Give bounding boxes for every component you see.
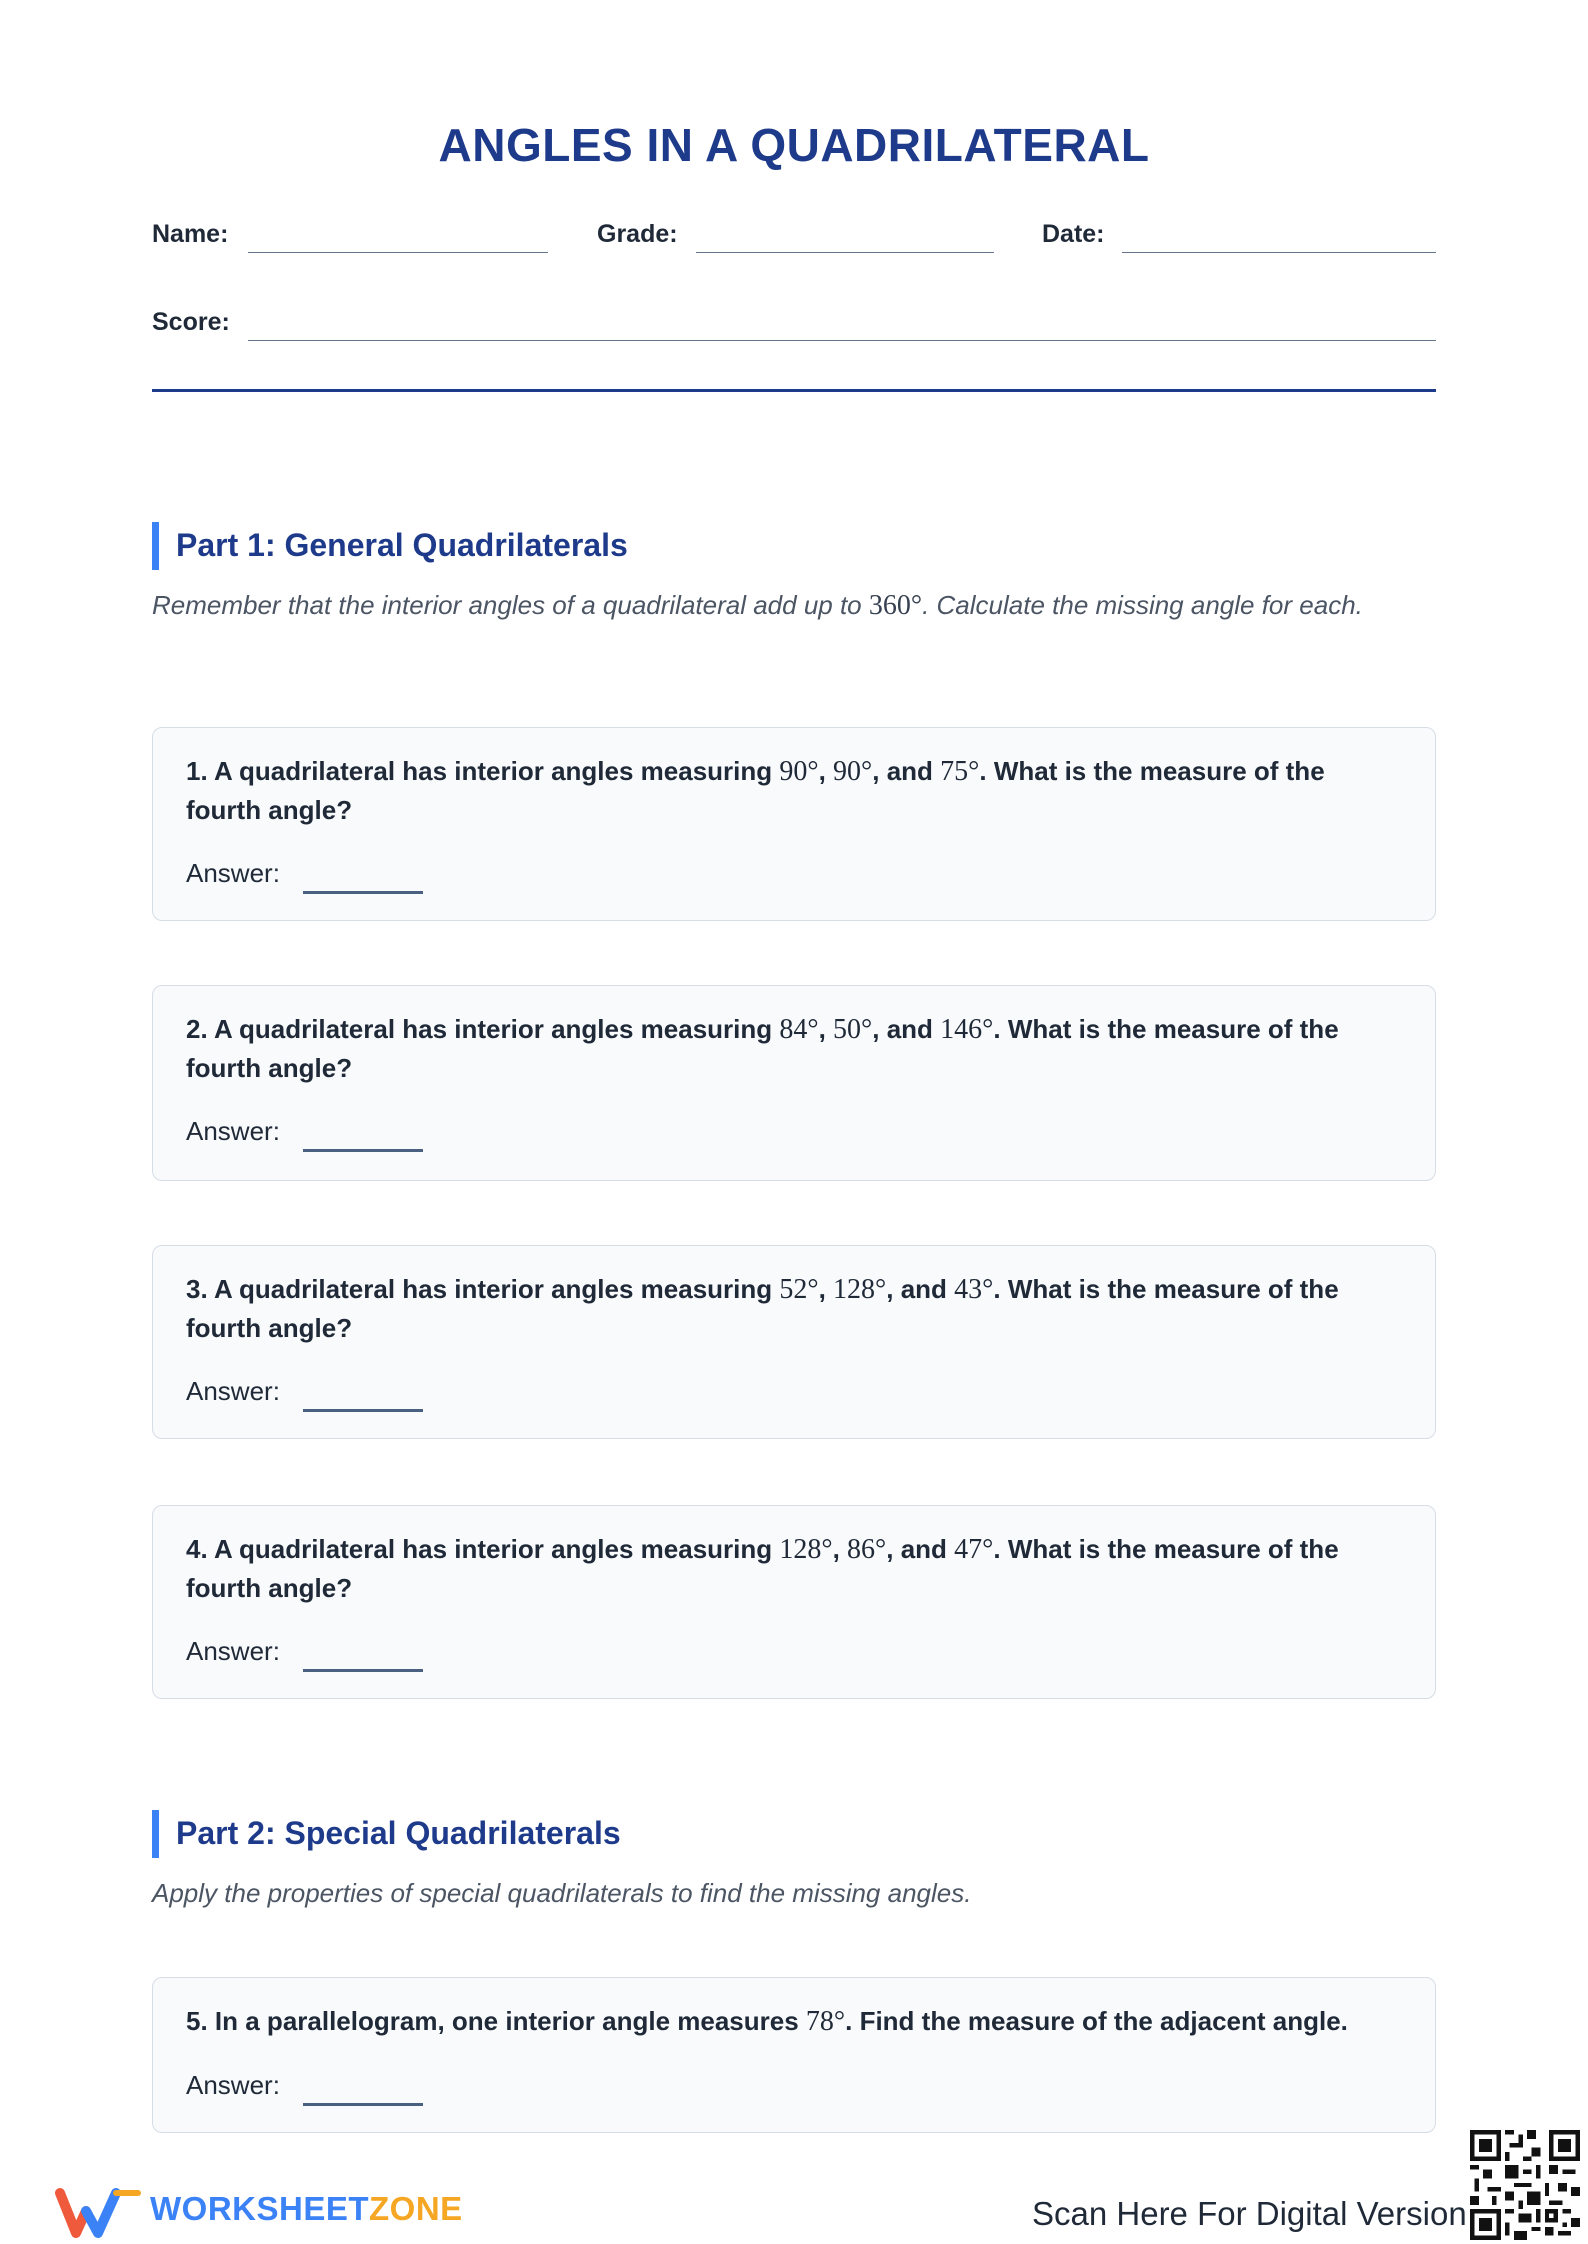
angle-value: 90° [833,756,873,787]
separator: , and [886,1274,955,1304]
separator: . [993,1274,1008,1304]
brand-text-part2: ZONE [369,2190,463,2227]
separator: , and [872,756,941,786]
angle-value: 90° [779,756,819,787]
part2-title: Part 2: Special Quadrilaterals [176,1815,621,1851]
answer-field-3[interactable] [303,1409,423,1412]
question-card-5 [152,1977,1436,2133]
question-number: 4. [186,1534,208,1564]
angle-value: 75° [940,756,980,787]
angle-sum-value: 360° [868,590,923,621]
question-card-3 [152,1245,1436,1439]
question-text [186,2002,1396,2041]
question-text [186,1010,1396,1088]
answer-label: Answer: [186,1116,280,1146]
question-tail: What is the measure of the fourth angle? [186,1274,1339,1343]
answer-label: Answer: [186,1376,280,1406]
qr-code-icon[interactable] [1470,2130,1580,2240]
question-card-2 [152,985,1436,1181]
part1-title: Part 1: General Quadrilaterals [176,527,628,563]
separator: . [979,756,994,786]
question-number: 1. [186,756,208,786]
question-tail: What is the measure of the fourth angle? [186,1534,1339,1603]
separator: , [818,756,834,786]
question-lead: In a parallelogram, one interior angle measures [214,2006,806,2036]
answer-field-1[interactable] [303,891,423,894]
angle-value: 128° [779,1534,833,1565]
question-tail: What is the measure of the fourth angle? [186,756,1325,825]
scan-caption: Scan Here For Digital Version [1032,2195,1467,2232]
angle-value: 86° [847,1534,887,1565]
angle-value: 43° [954,1274,994,1305]
angle-value: 146° [940,1014,994,1045]
question-number: 5. [186,2006,208,2036]
question-card-1 [152,727,1436,921]
answer-label: Answer: [186,858,280,888]
header-divider [152,389,1436,392]
part1-instructions [152,586,1436,625]
separator: . [845,2006,860,2036]
brand-text-part1: WORKSHEET [150,2190,369,2227]
name-label: Name: [152,220,229,248]
angle-value: 78° [805,2006,846,2037]
grade-field[interactable] [696,252,994,253]
angle-value: 84° [779,1014,819,1045]
question-text [186,1530,1396,1608]
angle-value: 47° [954,1534,994,1565]
page-title: ANGLES IN A QUADRILATERAL [438,119,1150,171]
answer-field-5[interactable] [303,2103,423,2106]
separator: . [993,1014,1008,1044]
question-number: 3. [186,1274,208,1304]
answer-field-4[interactable] [303,1669,423,1672]
separator: , and [886,1534,955,1564]
separator: , [818,1274,834,1304]
date-label: Date: [1042,220,1105,248]
date-field[interactable] [1122,252,1436,253]
separator: , [832,1534,848,1564]
answer-label: Answer: [186,2070,280,2100]
separator: , and [872,1014,941,1044]
brand-logo-text[interactable] [150,2190,463,2228]
angle-value: 52° [779,1274,819,1305]
question-lead: A quadrilateral has interior angles measuring [213,1534,780,1564]
angle-value: 128° [833,1274,887,1305]
part1-desc-text: . Calculate the missing angle for each. [922,590,1363,620]
separator: , [818,1014,834,1044]
answer-field-2[interactable] [303,1149,423,1152]
part2-instructions: Apply the properties of special quadrilaterals to find the missing angles. [152,1878,972,1908]
score-label: Score: [152,308,230,336]
name-field[interactable] [248,252,548,253]
question-card-4 [152,1505,1436,1699]
worksheetzone-w-logo-icon[interactable] [54,2183,144,2239]
question-lead: A quadrilateral has interior angles measuring [213,756,780,786]
section-accent-bar [152,1810,159,1858]
question-lead: A quadrilateral has interior angles measuring [213,1014,780,1044]
angle-value: 50° [833,1014,873,1045]
grade-label: Grade: [597,220,678,248]
answer-label: Answer: [186,1636,280,1666]
question-tail: What is the measure of the fourth angle? [186,1014,1339,1083]
part1-desc-text: Remember that the interior angles of a quadrilateral add up to [152,590,869,620]
section-accent-bar [152,522,159,570]
question-text [186,752,1396,830]
question-lead: A quadrilateral has interior angles measuring [213,1274,780,1304]
question-number: 2. [186,1014,208,1044]
question-text [186,1270,1396,1348]
score-field[interactable] [248,340,1436,341]
question-tail: Find the measure of the adjacent angle. [859,2006,1348,2036]
separator: . [993,1534,1008,1564]
